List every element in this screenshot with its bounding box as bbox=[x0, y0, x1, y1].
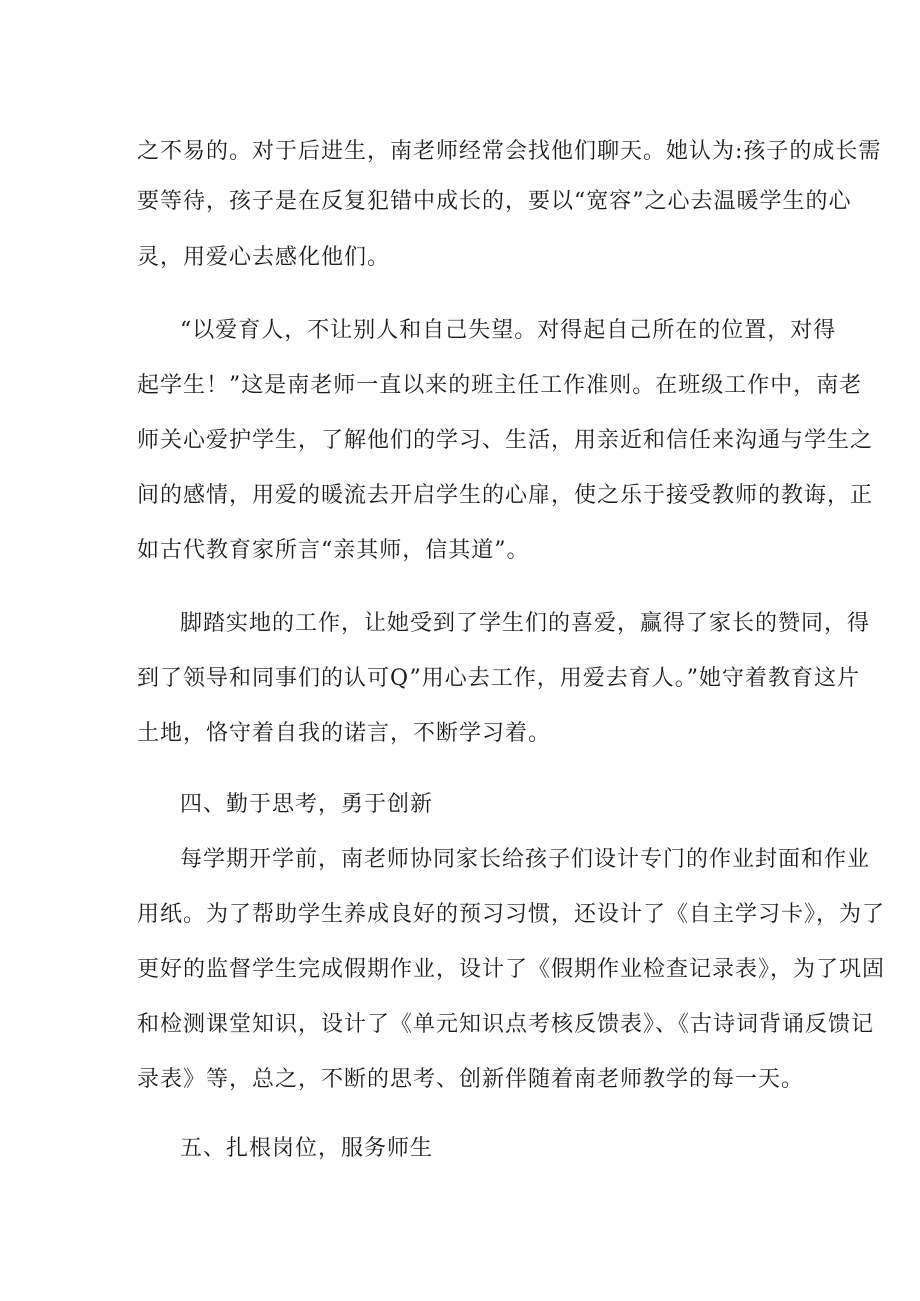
paragraph-4-line-4: 和检测课堂知识，设计了《单元知识点考核反馈表》、《古诗词背诵反馈记 bbox=[137, 1012, 875, 1037]
paragraph-4-line-2: 用纸。为了帮助学生养成良好的预习习惯，还设计了《自主学习卡》，为了 bbox=[137, 902, 886, 927]
paragraph-2-line-2: 起学生！”这是南老师一直以来的班主任工作准则。在班级工作中，南老 bbox=[137, 373, 863, 398]
paragraph-1-line-2: 要等待，孩子是在反复犯错中成长的，要以“宽容”之心去温暖学生的心 bbox=[137, 189, 852, 214]
paragraph-1-line-1: 之不易的。对于后进生，南老师经常会找他们聊天。她认为:孩子的成长需 bbox=[137, 139, 882, 164]
section-heading-5: 五、扎根岗位，服务师生 bbox=[180, 1136, 434, 1161]
paragraph-2-line-3: 师关心爱护学生，了解他们的学习、生活，用亲近和信任来沟通与学生之 bbox=[137, 428, 874, 453]
paragraph-3-line-3: 土地，恪守着自我的诺言，不断学习着。 bbox=[137, 721, 552, 746]
paragraph-4-line-5: 录表》等，总之，不断的思考、创新伴随着南老师教学的每一天。 bbox=[137, 1067, 805, 1092]
paragraph-2-line-4: 间的感情，用爱的暖流去开启学生的心扉，使之乐于接受教师的教诲，正 bbox=[137, 483, 874, 508]
paragraph-3-line-2: 到了领导和同事们的认可Q”用心去工作，用爱去育人。”她守着教育这片 bbox=[137, 666, 860, 691]
section-heading-4: 四、勤于思考，勇于创新 bbox=[180, 792, 434, 817]
paragraph-4-line-3: 更好的监督学生完成假期作业，设计了《假期作业检查记录表》，为了巩固 bbox=[137, 957, 886, 982]
paragraph-3-line-1: 脚踏实地的工作，让她受到了学生们的喜爱，赢得了家长的赞同，得 bbox=[180, 611, 871, 636]
paragraph-1-line-3: 灵，用爱心去感化他们。 bbox=[137, 245, 391, 270]
paragraph-4-line-1: 每学期开学前，南老师协同家长给孩子们设计专门的作业封面和作业 bbox=[180, 847, 871, 872]
paragraph-2-line-5: 如古代教育家所言“亲其师，信其道”。 bbox=[137, 538, 530, 563]
paragraph-2-line-1: “以爱育人，不让别人和自己失望。对得起自己所在的位置，对得 bbox=[180, 318, 837, 343]
